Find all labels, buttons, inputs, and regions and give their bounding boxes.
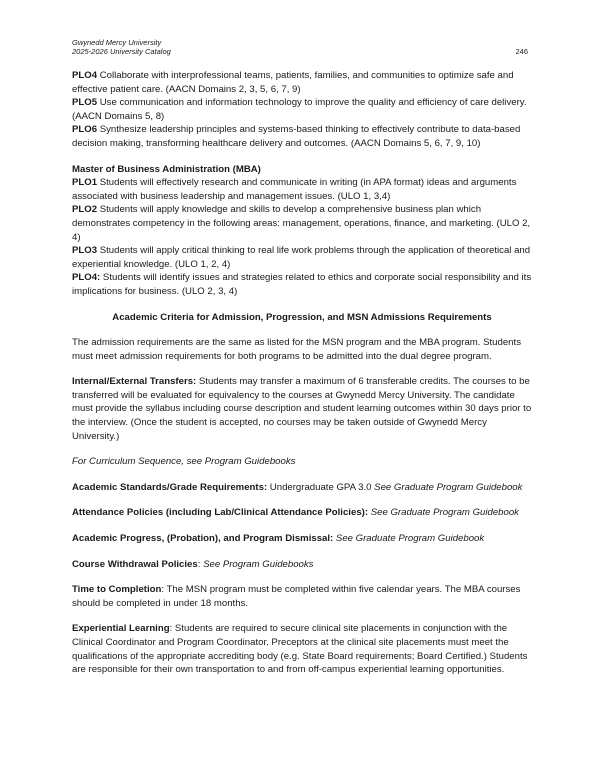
- catalog-title: 2025-2026 University Catalog: [72, 47, 171, 56]
- institution-name: Gwynedd Mercy University: [72, 38, 162, 47]
- page-number: 246: [515, 47, 528, 56]
- mba-plo-item: PLO2 Students will apply knowledge and skills to develop a comprehensive business plan which demonstrates competency in the following areas: management, operations, finance, and marketing. (ULO 2, 4): [72, 204, 531, 243]
- attendance-paragraph: Attendance Policies (including Lab/Clinical Attendance Policies): See Graduate Program Guidebook: [72, 507, 519, 519]
- mba-heading: Master of Business Administration (MBA): [72, 163, 261, 175]
- plo-item: PLO5 Use communication and information technology to improve the quality and efficiency of care delivery. (AACN Domains 5, 8): [72, 97, 527, 122]
- page-content: [72, 69, 532, 677]
- completion-paragraph: Time to Completion: The MSN program must be completed within five calendar years. The MBA courses should be completed in under 18 months.: [72, 584, 521, 609]
- page-header: [72, 38, 528, 56]
- mba-plo-item: PLO1 Students will effectively research and communicate in writing (in APA format) ideas and arguments associated with business leadership and management issues. (ULO 1, 3,4): [72, 177, 517, 202]
- experiential-paragraph: Experiential Learning: Students are required to secure clinical site placements in conjunction with the Clinical Coordinator and Program Coordinator. Preceptors at the clinical site placements must meet the qualifications of the appropriate accrediting body (e.g. State Board requirements; Board Certified.) Students are responsible for their own transportation to and from off-campus experiential learning opportunities.: [72, 623, 528, 676]
- criteria-heading: Academic Criteria for Admission, Progression, and MSN Admissions Requirements: [112, 311, 492, 323]
- curriculum-note: For Curriculum Sequence, see Program Guidebooks: [72, 456, 296, 468]
- admission-paragraph: The admission requirements are the same as listed for the MSN program and the MBA program. Students must meet admission requirements for both programs to be admitted into the dual degree program.: [72, 337, 521, 362]
- plo-item: PLO6 Synthesize leadership principles and systems-based thinking to effectively contribute to data-based decision making, transforming healthcare delivery and outcomes. (AACN Domains 5, 6, 7, 9, 10): [72, 124, 521, 149]
- mba-plo-item: PLO4: Students will identify issues and strategies related to ethics and corporate social responsibility and its implications for business. (ULO 2, 3, 4): [72, 272, 532, 297]
- transfers-paragraph: Internal/External Transfers: Students may transfer a maximum of 6 transferable credits. The courses to be transferred will be evaluated for equivalency to the courses at Gwynedd Mercy University. The candidate must provide the syllabus including course description and student learning outcomes within 30 days prior to the interview. (Once the student is accepted, no courses may be taken outside of Gwynedd Mercy University.): [72, 376, 532, 442]
- mba-plo-item: PLO3 Students will apply critical thinking to real life work problems through the application of theoretical and experiential knowledge. (ULO 1, 2, 4): [72, 245, 531, 270]
- plo-item: PLO4 Collaborate with interprofessional teams, patients, families, and communities to optimize safe and effective patient care. (AACN Domains 2, 3, 5, 6, 7, 9): [72, 70, 514, 95]
- standards-paragraph: Academic Standards/Grade Requirements: Undergraduate GPA 3.0 See Graduate Program Guidebook: [72, 481, 523, 493]
- progress-paragraph: Academic Progress, (Probation), and Program Dismissal: See Graduate Program Guidebook: [72, 533, 485, 545]
- withdrawal-paragraph: Course Withdrawal Policies: See Program Guidebooks: [72, 558, 314, 570]
